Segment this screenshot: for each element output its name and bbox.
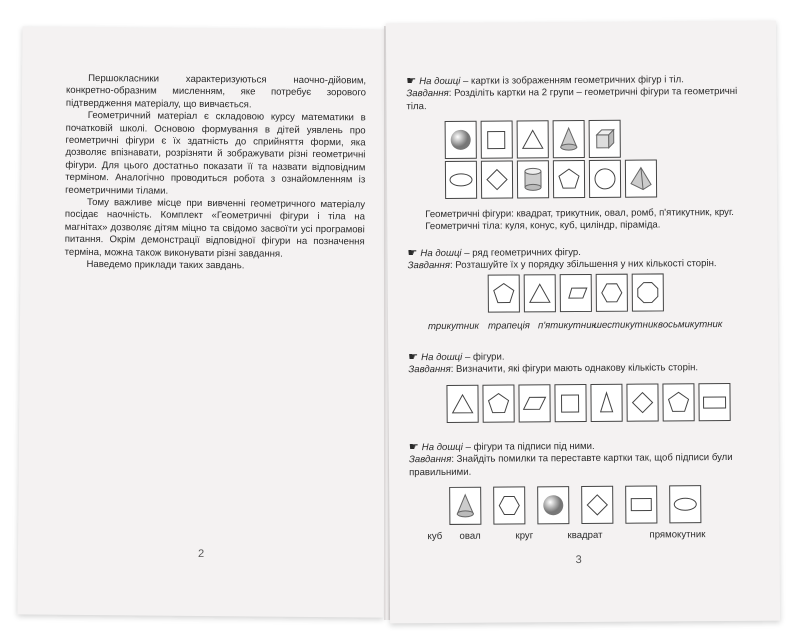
card-sphere[interactable] bbox=[537, 486, 569, 524]
task-text: : Розташуйте їх у порядку збільшення у них кількості сторін. bbox=[449, 258, 717, 272]
card-cone[interactable] bbox=[553, 120, 585, 158]
card-oval[interactable] bbox=[445, 161, 477, 199]
task-text: : Визначити, які фігури мають однакову кількість сторін. bbox=[450, 362, 699, 376]
card-octagon[interactable] bbox=[632, 273, 664, 311]
card-rhombus[interactable] bbox=[626, 383, 658, 421]
caption-3: круг bbox=[515, 530, 534, 542]
caption-5: прямокутник bbox=[649, 529, 706, 541]
card-acute-triangle[interactable] bbox=[590, 384, 622, 422]
caption-1: трикутник bbox=[427, 320, 480, 333]
card-rhombus[interactable] bbox=[481, 160, 513, 198]
card-pentagon-2[interactable] bbox=[662, 383, 694, 421]
board-label: На дошці bbox=[419, 75, 461, 88]
card-square[interactable] bbox=[554, 384, 586, 422]
board-label: На дошці bbox=[421, 441, 463, 454]
caption-4: квадрат bbox=[567, 529, 603, 542]
card-pentagon[interactable] bbox=[553, 160, 585, 198]
task-label: Завдання bbox=[408, 454, 452, 466]
caption-5: восьмикутник bbox=[657, 319, 723, 331]
card-cube[interactable] bbox=[589, 120, 621, 158]
card-rhombus[interactable] bbox=[581, 486, 613, 524]
task-label: Завдання bbox=[408, 364, 451, 376]
paragraph-2: Геометричний матеріал є складовою курсу математики в початковій школі. Основою формування в дітей уявлень про геометричні фігури є їх здатність до сприйняття форми, яка дозволяє впізнавати, розрізняти й зображувати різні геометричні фігури. Для цього достатньо показати її та назвати відповідним терміном. Аналогічно проводиться робота з ознайомленням із геометричними тілами. bbox=[65, 110, 366, 197]
task-text: : Знайдіть помилки та переставте картки так, щоб підписи були правильними. bbox=[409, 452, 733, 479]
task-3 bbox=[408, 349, 758, 377]
task-4 bbox=[409, 439, 759, 480]
card-hexagon[interactable] bbox=[493, 486, 525, 524]
paragraph-3: Тому важливе місце при вивченні геометричного матеріалу посідає наочність. Комплект «Геометричні фігури і тіла на магнітах» дозволяє дітям міцно та свідомо засвоїти усі програмові питання. Окрім демонстрації відповідної фігури на позначення терміна, можна також виконувати різні завдання. bbox=[64, 197, 366, 260]
card-rectangle[interactable] bbox=[625, 485, 657, 523]
card-trapezoid[interactable] bbox=[560, 274, 592, 312]
card-pentagon[interactable] bbox=[488, 274, 520, 312]
caption-1: куб bbox=[427, 530, 443, 543]
answer-solids: Геометричні тіла: куля, конус, куб, циліндр, піраміда. bbox=[425, 219, 661, 233]
board-text: – фігури. bbox=[462, 351, 505, 363]
card-hexagon[interactable] bbox=[596, 274, 628, 312]
caption-2: трапеція bbox=[487, 320, 530, 332]
pointing-hand-icon: ☛ bbox=[406, 75, 417, 88]
card-square[interactable] bbox=[481, 120, 513, 158]
left-page bbox=[17, 26, 388, 617]
card-circle[interactable] bbox=[589, 160, 621, 198]
card-pentagon[interactable] bbox=[482, 384, 514, 422]
card-rectangle[interactable] bbox=[698, 383, 730, 421]
card-triangle[interactable] bbox=[517, 120, 549, 158]
right-page bbox=[386, 21, 780, 624]
card-sphere[interactable] bbox=[445, 121, 477, 159]
card-triangle[interactable] bbox=[524, 274, 556, 312]
paragraph-1: Першокласники характеризуються наочно-дійовим, конкретно-образним мисленням, яке потребує зорового підтвердження матеріалу, що вивчається. bbox=[65, 72, 367, 111]
card-oval[interactable] bbox=[669, 485, 701, 523]
task-label: Завдання bbox=[406, 88, 449, 100]
card-parallelogram[interactable] bbox=[518, 384, 550, 422]
board-label: На дошці bbox=[421, 351, 463, 364]
caption-2: овал bbox=[459, 530, 481, 542]
board-text: – фігури та підписи під ними. bbox=[462, 440, 595, 453]
caption-4: шестикутник bbox=[593, 319, 658, 331]
board-label: На дошці bbox=[420, 247, 462, 260]
page-number-left: 2 bbox=[197, 547, 205, 561]
task-1 bbox=[406, 73, 756, 114]
card-pyramid[interactable] bbox=[625, 159, 657, 197]
task-1-answers bbox=[407, 207, 757, 234]
left-text-block bbox=[64, 73, 366, 274]
card-cylinder[interactable] bbox=[517, 160, 549, 198]
task-label: Завдання bbox=[407, 260, 450, 272]
board-text: – картки із зображенням геометричних фігур і тіл. bbox=[460, 74, 684, 87]
page-number-right: 3 bbox=[575, 554, 582, 567]
pointing-hand-icon: ☛ bbox=[407, 247, 418, 260]
card-cone[interactable] bbox=[449, 487, 481, 525]
card-triangle[interactable] bbox=[446, 385, 478, 423]
task-text: : Розділіть картки на 2 групи – геометричні фігури та геометричні тіла. bbox=[406, 86, 738, 113]
paragraph-4: Наведемо приклади таких завдань. bbox=[86, 259, 245, 272]
pointing-hand-icon: ☛ bbox=[408, 351, 419, 364]
answer-figures: Геометричні фігури: квадрат, трикутник, овал, ромб, п'ятикутник, круг. bbox=[425, 206, 734, 221]
board-text: – ряд геометричних фігур. bbox=[461, 247, 581, 259]
pointing-hand-icon: ☛ bbox=[408, 441, 419, 454]
task-2 bbox=[407, 245, 757, 273]
caption-3: п'ятикутник bbox=[537, 319, 597, 332]
